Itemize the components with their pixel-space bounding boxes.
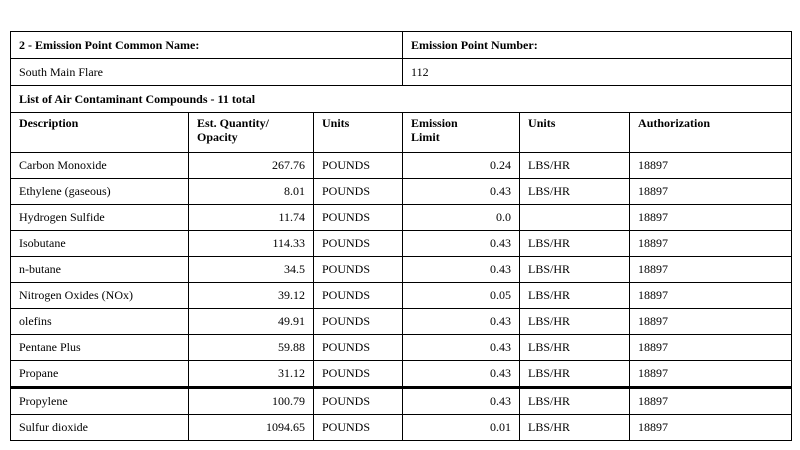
quantity-cell: 31.12 (189, 361, 314, 388)
limit-units-cell: LBS/HR (520, 415, 630, 441)
description-cell: n-butane (11, 257, 189, 283)
table-row (11, 153, 792, 179)
list-title: List of Air Contaminant Compounds - 11 total (11, 86, 792, 113)
table-row (11, 257, 792, 283)
units-cell: POUNDS (314, 205, 403, 231)
description-cell: Sulfur dioxide (11, 415, 189, 441)
col-units: Units (314, 113, 403, 153)
quantity-cell: 39.12 (189, 283, 314, 309)
quantity-cell: 49.91 (189, 309, 314, 335)
emission-limit-cell: 0.43 (403, 361, 520, 388)
quantity-cell: 114.33 (189, 231, 314, 257)
description-cell: Carbon Monoxide (11, 153, 189, 179)
col-quantity: Est. Quantity/ Opacity (189, 113, 314, 153)
limit-units-cell: LBS/HR (520, 179, 630, 205)
units-cell: POUNDS (314, 335, 403, 361)
emission-limit-cell: 0.43 (403, 309, 520, 335)
table-row (11, 179, 792, 205)
quantity-cell: 100.79 (189, 388, 314, 415)
units-cell: POUNDS (314, 257, 403, 283)
emission-number-value: 112 (403, 59, 792, 86)
authorization-cell: 18897 (630, 361, 792, 388)
authorization-cell: 18897 (630, 388, 792, 415)
limit-units-cell: LBS/HR (520, 388, 630, 415)
units-cell: POUNDS (314, 415, 403, 441)
description-cell: Ethylene (gaseous) (11, 179, 189, 205)
table-row (11, 335, 792, 361)
table-row (11, 283, 792, 309)
table-row (11, 361, 792, 388)
col-description: Description (11, 113, 189, 153)
limit-units-cell (520, 205, 630, 231)
emission-limit-cell: 0.24 (403, 153, 520, 179)
header-row (11, 32, 792, 59)
description-cell: Hydrogen Sulfide (11, 205, 189, 231)
authorization-cell: 18897 (630, 179, 792, 205)
emission-limit-cell: 0.01 (403, 415, 520, 441)
units-cell: POUNDS (314, 153, 403, 179)
col-authorization: Authorization (630, 113, 792, 153)
table-row (11, 205, 792, 231)
units-cell: POUNDS (314, 388, 403, 415)
description-cell: Nitrogen Oxides (NOx) (11, 283, 189, 309)
col-limit-units: Units (520, 113, 630, 153)
emission-limit-cell: 0.0 (403, 205, 520, 231)
column-header-row (11, 113, 792, 153)
limit-units-cell: LBS/HR (520, 257, 630, 283)
limit-units-cell: LBS/HR (520, 361, 630, 388)
limit-units-cell: LBS/HR (520, 309, 630, 335)
description-cell: Pentane Plus (11, 335, 189, 361)
units-cell: POUNDS (314, 361, 403, 388)
table-row (11, 388, 792, 415)
list-title-row (11, 86, 792, 113)
units-cell: POUNDS (314, 231, 403, 257)
table-row (11, 415, 792, 441)
table-header-section (11, 32, 792, 153)
common-name-label: 2 - Emission Point Common Name: (11, 32, 403, 59)
authorization-cell: 18897 (630, 415, 792, 441)
compound-rows (11, 153, 792, 441)
description-cell: olefins (11, 309, 189, 335)
authorization-cell: 18897 (630, 309, 792, 335)
authorization-cell: 18897 (630, 153, 792, 179)
authorization-cell: 18897 (630, 205, 792, 231)
emission-limit-cell: 0.43 (403, 257, 520, 283)
limit-units-cell: LBS/HR (520, 153, 630, 179)
emission-limit-cell: 0.43 (403, 179, 520, 205)
quantity-cell: 1094.65 (189, 415, 314, 441)
description-cell: Propylene (11, 388, 189, 415)
emission-limit-cell: 0.43 (403, 388, 520, 415)
units-cell: POUNDS (314, 179, 403, 205)
common-name-value: South Main Flare (11, 59, 403, 86)
units-cell: POUNDS (314, 283, 403, 309)
authorization-cell: 18897 (630, 335, 792, 361)
header-value-row (11, 59, 792, 86)
col-emission-limit: Emission Limit (403, 113, 520, 153)
emission-limit-cell: 0.43 (403, 335, 520, 361)
authorization-cell: 18897 (630, 283, 792, 309)
quantity-cell: 11.74 (189, 205, 314, 231)
emission-table (10, 31, 792, 441)
emission-number-label: Emission Point Number: (403, 32, 792, 59)
quantity-cell: 267.76 (189, 153, 314, 179)
authorization-cell: 18897 (630, 231, 792, 257)
limit-units-cell: LBS/HR (520, 283, 630, 309)
limit-units-cell: LBS/HR (520, 231, 630, 257)
quantity-cell: 59.88 (189, 335, 314, 361)
quantity-cell: 8.01 (189, 179, 314, 205)
limit-units-cell: LBS/HR (520, 335, 630, 361)
description-cell: Propane (11, 361, 189, 388)
quantity-cell: 34.5 (189, 257, 314, 283)
emission-limit-cell: 0.05 (403, 283, 520, 309)
table-row (11, 231, 792, 257)
authorization-cell: 18897 (630, 257, 792, 283)
emission-limit-cell: 0.43 (403, 231, 520, 257)
description-cell: Isobutane (11, 231, 189, 257)
units-cell: POUNDS (314, 309, 403, 335)
table-row (11, 309, 792, 335)
